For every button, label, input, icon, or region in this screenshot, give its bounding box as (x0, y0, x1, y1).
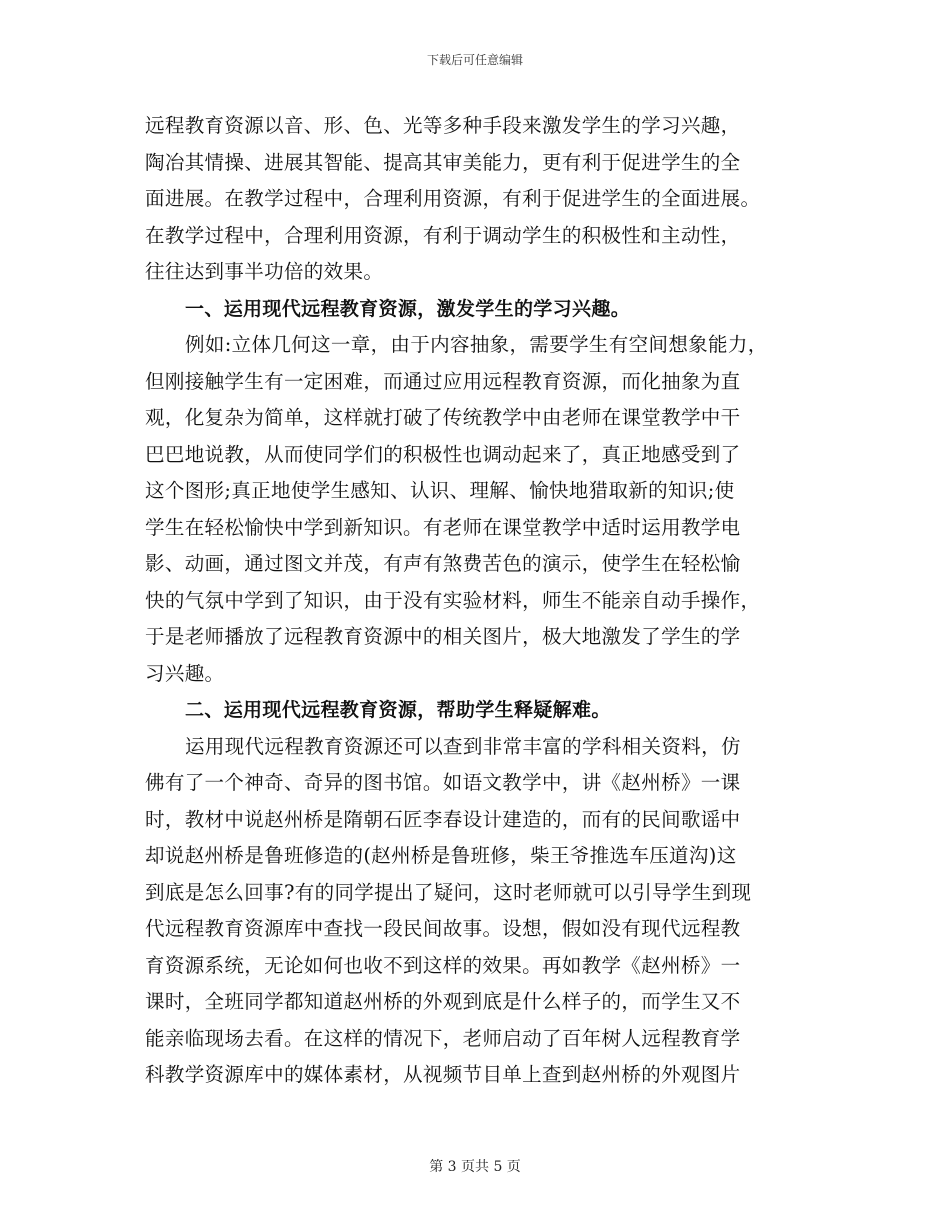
body-line: 影、动画，通过图文并茂，有声有煞费苦色的演示，使学生在轻松愉 (145, 552, 741, 575)
body-line: 面进展。在教学过程中，合理利用资源，有利于促进学生的全面进展。 (145, 187, 761, 210)
body-line: 习兴趣。 (145, 661, 225, 685)
body-line: 于是老师播放了远程教育资源中的相关图片，极大地激发了学生的学 (145, 625, 741, 648)
body-line: 巴巴地说教，从而使同学们的积极性也调动起来了，真正地感受到了 (145, 442, 741, 466)
section-heading: 一、运用现代远程教育资源，激发学生的学习兴趣。 (185, 297, 631, 320)
body-line: 却说赵州桥是鲁班修造的(赵州桥是鲁班修，柴王爷推选车压道沟)这 (145, 844, 737, 867)
body-line: 观，化复杂为简单，这样就打破了传统教学中由老师在课堂教学中干 (145, 406, 741, 429)
body-line: 能亲临现场去看。在这样的情况下，老师启动了百年树人远程教育学 (145, 1026, 741, 1050)
body-line: 这个图形;真正地使学生感知、认识、理解、愉快地猎取新的知识;使 (145, 479, 735, 502)
document-body (145, 108, 821, 1094)
body-line: 在教学过程中，合理利用资源，有利于调动学生的积极性和主动性， (145, 223, 741, 247)
body-line: 运用现代远程教育资源还可以查到非常丰富的学科相关资料，仿 (185, 734, 741, 758)
body-line: 课时，全班同学都知道赵州桥的外观到底是什么样子的，而学生又不 (145, 990, 741, 1013)
body-line: 快的气氛中学到了知识，由于没有实验材料，师生不能亲自动手操作， (145, 588, 761, 612)
body-line: 远程教育资源以音、形、色、光等多种手段来激发学生的学习兴趣， (145, 114, 741, 137)
page-footer: 第 3 页共 5 页 (429, 1159, 521, 1175)
body-line: 学生在轻松愉快中学到新知识。有老师在课堂教学中适时运用教学电 (145, 515, 741, 539)
body-line: 代远程教育资源库中查找一段民间故事。设想，假如没有现代远程教 (145, 917, 741, 940)
section-heading: 二、运用现代远程教育资源，帮助学生释疑解难。 (185, 699, 611, 721)
body-line: 到底是怎么回事?有的同学提出了疑问，这时老师就可以引导学生到现 (145, 880, 752, 904)
body-line: 往往达到事半功倍的效果。 (145, 260, 384, 283)
body-line: 陶冶其情操、进展其智能、提高其审美能力，更有利于促进学生的全 (145, 150, 741, 174)
page-header: 下载后可任意编辑 (426, 53, 523, 67)
body-line: 但刚接触学生有一定困难，而通过应用远程教育资源，而化抽象为直 (145, 369, 741, 393)
body-line: 佛有了一个神奇、奇异的图书馆。如语文教学中，讲《赵州桥》一课 (145, 771, 741, 794)
body-line: 时，教材中说赵州桥是隋朝石匠李春设计建造的，而有的民间歌谣中 (145, 807, 741, 831)
body-line: 科教学资源库中的媒体素材，从视频节目单上查到赵州桥的外观图片 (145, 1063, 741, 1086)
body-line: 育资源系统，无论如何也收不到这样的效果。再如教学《赵州桥》一 (145, 953, 741, 977)
body-line: 例如:立体几何这一章，由于内容抽象，需要学生有空间想象能力， (185, 333, 768, 356)
